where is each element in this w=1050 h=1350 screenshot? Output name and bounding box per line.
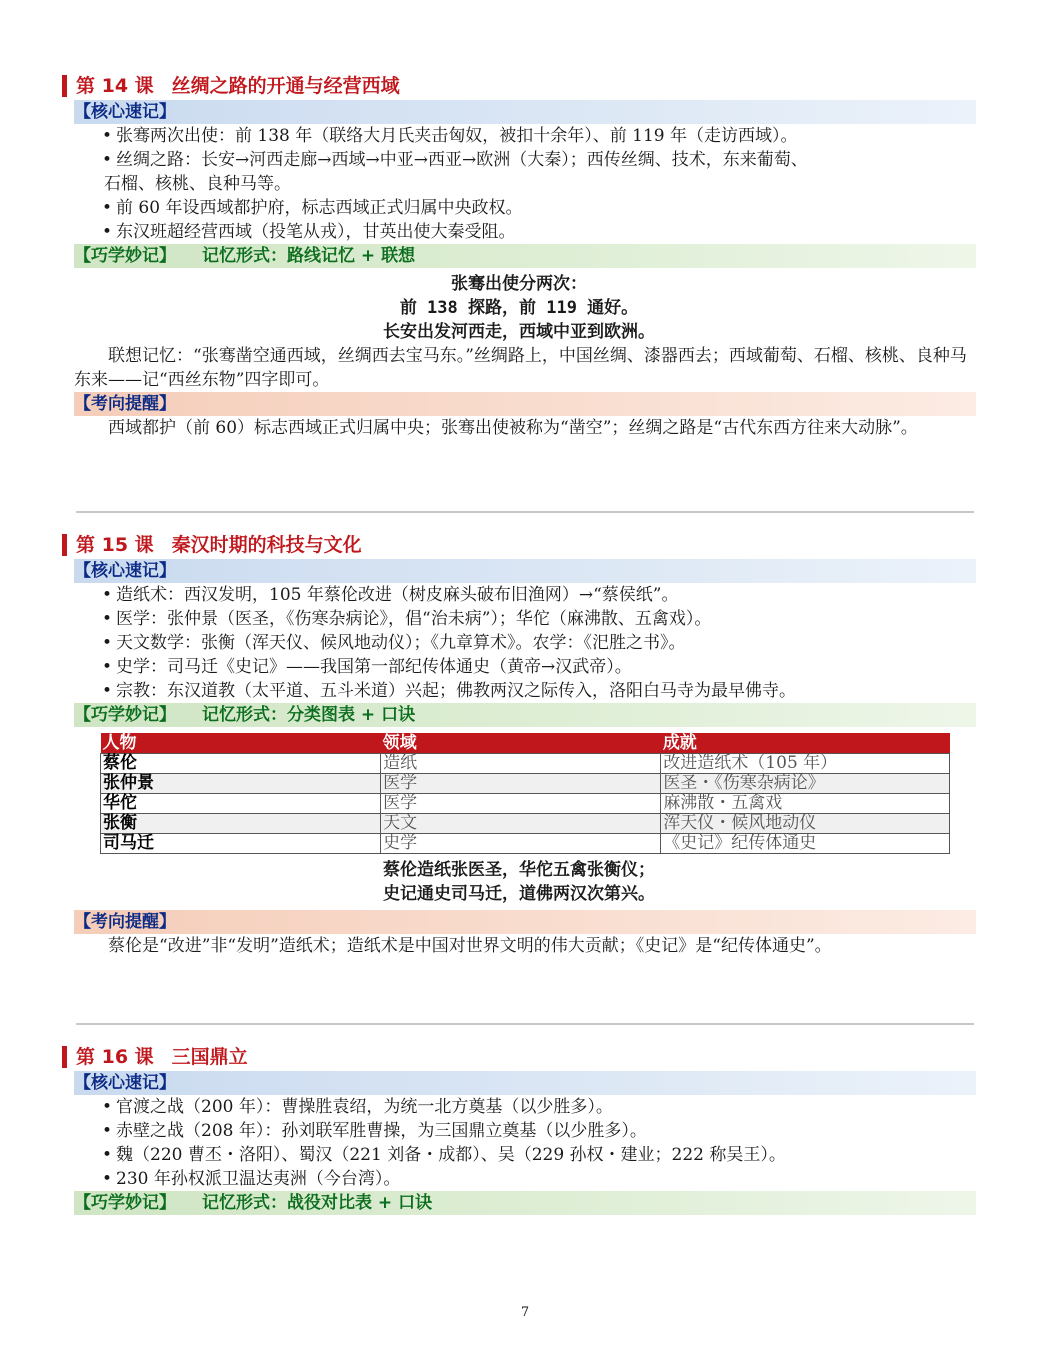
table-cell: 张衡 bbox=[101, 814, 381, 834]
lesson-number: 第 16 课 bbox=[76, 1046, 154, 1068]
lesson-title-text: 三国鼎立 bbox=[171, 1046, 248, 1068]
table-row bbox=[101, 834, 950, 854]
section-divider bbox=[76, 511, 974, 513]
mnemonic-line: 史记通史司马迁，道佛两汉次第兴。 bbox=[383, 884, 655, 904]
table-header-row bbox=[101, 733, 950, 754]
lesson-title-text: 秦汉时期的科技与文化 bbox=[171, 534, 362, 556]
lesson-14-section bbox=[62, 72, 976, 440]
table-cell: 改进造纸术（105 年） bbox=[661, 754, 950, 774]
exam-paragraph: 西域都护（前 60）标志西域正式归属中央；张骞出使被称为“凿空”；丝绸之路是“古代东西方往来大动脉”。 bbox=[108, 418, 918, 438]
lesson-number: 第 15 课 bbox=[76, 534, 154, 556]
table-cell: 医学 bbox=[381, 794, 661, 814]
table-cell: 造纸 bbox=[381, 754, 661, 774]
lesson-number: 第 14 课 bbox=[76, 75, 154, 97]
mnemonic-line: 蔡伦造纸张医圣，华佗五禽张衡仪； bbox=[383, 860, 655, 880]
title-bar-marker bbox=[62, 75, 67, 97]
table-cell: 张仲景 bbox=[101, 774, 381, 794]
list-item: • 张骞两次出使：前 138 年（联络大月氏夹击匈奴，被扣十余年）、前 119 年（走访西域）。 bbox=[102, 126, 798, 146]
list-item: • 官渡之战（200 年）：曹操胜袁绍，为统一北方奠基（以少胜多）。 bbox=[102, 1097, 613, 1117]
section-divider bbox=[76, 1023, 974, 1025]
core-label-band: 【核心速记】 bbox=[74, 1071, 976, 1095]
core-label-band: 【核心速记】 bbox=[74, 100, 976, 124]
mnemonic-line: 长安出发河西走，西域中亚到欧洲。 bbox=[383, 322, 655, 342]
title-bar-marker bbox=[62, 534, 67, 556]
association-paragraph: 联想记忆：“张骞凿空通西域，丝绸西去宝马东。”丝绸路上，中国丝绸、漆器西去；西域葡萄、石榴、核桃、良种马东来——记“西丝东物”四字即可。 bbox=[74, 346, 967, 390]
list-item: • 医学：张仲景（医圣，《伤寒杂病论》，倡“治未病”）；华佗（麻沸散、五禽戏）。 bbox=[102, 609, 712, 629]
list-item: • 宗教：东汉道教（太平道、五斗米道）兴起；佛教两汉之际传入，洛阳白马寺为最早佛寺。 bbox=[102, 681, 796, 701]
table-cell: 蔡伦 bbox=[101, 754, 381, 774]
table-row bbox=[101, 794, 950, 814]
mnemonic-line: 前 138 探路，前 119 通好。 bbox=[399, 298, 639, 318]
figures-table bbox=[100, 733, 950, 854]
list-item: • 230 年孙权派卫温达夷洲（今台湾）。 bbox=[102, 1169, 401, 1189]
trick-label-band: 【巧学妙记】 记忆形式：战役对比表 + 口诀 bbox=[74, 1191, 976, 1215]
list-item-continuation: 石榴、核桃、良种马等。 bbox=[104, 174, 291, 194]
table-row bbox=[101, 754, 950, 774]
table-header-cell: 领域 bbox=[381, 733, 661, 754]
table-header-cell: 成就 bbox=[661, 733, 950, 754]
table-cell: 浑天仪・候风地动仪 bbox=[661, 814, 950, 834]
list-item: • 天文数学：张衡（浑天仪、候风地动仪）；《九章算术》。农学：《汜胜之书》。 bbox=[102, 633, 686, 653]
table-header-cell: 人物 bbox=[101, 733, 381, 754]
trick-label-band: 【巧学妙记】 记忆形式：分类图表 + 口诀 bbox=[74, 703, 976, 727]
list-item: • 魏（220 曹丕・洛阳）、蜀汉（221 刘备・成都）、吴（229 孙权・建业；222 称吴王）。 bbox=[102, 1145, 786, 1165]
lesson-16-section bbox=[62, 1043, 976, 1215]
exam-paragraph: 蔡伦是“改进”非“发明”造纸术；造纸术是中国对世界文明的伟大贡献；《史记》是“纪传体通史”。 bbox=[108, 936, 832, 956]
exam-label-band: 【考向提醒】 bbox=[74, 910, 976, 934]
table-cell: 麻沸散・五禽戏 bbox=[661, 794, 950, 814]
lesson-title-text: 丝绸之路的开通与经营西域 bbox=[171, 75, 400, 97]
table-cell: 华佗 bbox=[101, 794, 381, 814]
list-item: • 东汉班超经营西域（投笔从戎），甘英出使大秦受阻。 bbox=[102, 222, 516, 242]
title-bar-marker bbox=[62, 1046, 67, 1068]
trick-label-band: 【巧学妙记】 记忆形式：路线记忆 + 联想 bbox=[74, 244, 976, 268]
table-cell: 司马迁 bbox=[101, 834, 381, 854]
table-cell: 天文 bbox=[381, 814, 661, 834]
table-cell: 医圣・《伤寒杂病论》 bbox=[661, 774, 950, 794]
table-cell: 医学 bbox=[381, 774, 661, 794]
lesson-15-section bbox=[62, 531, 976, 958]
lesson-14-title bbox=[62, 72, 976, 100]
lesson-16-title bbox=[62, 1043, 976, 1071]
table-cell: 史学 bbox=[381, 834, 661, 854]
table-row bbox=[101, 774, 950, 794]
table-row bbox=[101, 814, 950, 834]
list-item: • 丝绸之路：长安→河西走廊→西域→中亚→西亚→欧洲（大秦）；西传丝绸、技术，东来葡萄、 bbox=[102, 150, 808, 170]
list-item: • 史学：司马迁《史记》——我国第一部纪传体通史（黄帝→汉武帝）。 bbox=[102, 657, 632, 677]
exam-label-band: 【考向提醒】 bbox=[74, 392, 976, 416]
list-item: • 赤壁之战（208 年）：孙刘联军胜曹操，为三国鼎立奠基（以少胜多）。 bbox=[102, 1121, 647, 1141]
mnemonic-line: 张骞出使分两次： bbox=[451, 274, 587, 294]
core-label-band: 【核心速记】 bbox=[74, 559, 976, 583]
table-cell: 《史记》纪传体通史 bbox=[661, 834, 950, 854]
page-number: 7 bbox=[520, 1305, 530, 1320]
list-item: • 前 60 年设西域都护府，标志西域正式归属中央政权。 bbox=[102, 198, 523, 218]
list-item: • 造纸术：西汉发明，105 年蔡伦改进（树皮麻头破布旧渔网）→“蔡侯纸”。 bbox=[102, 585, 679, 605]
lesson-15-title bbox=[62, 531, 976, 559]
